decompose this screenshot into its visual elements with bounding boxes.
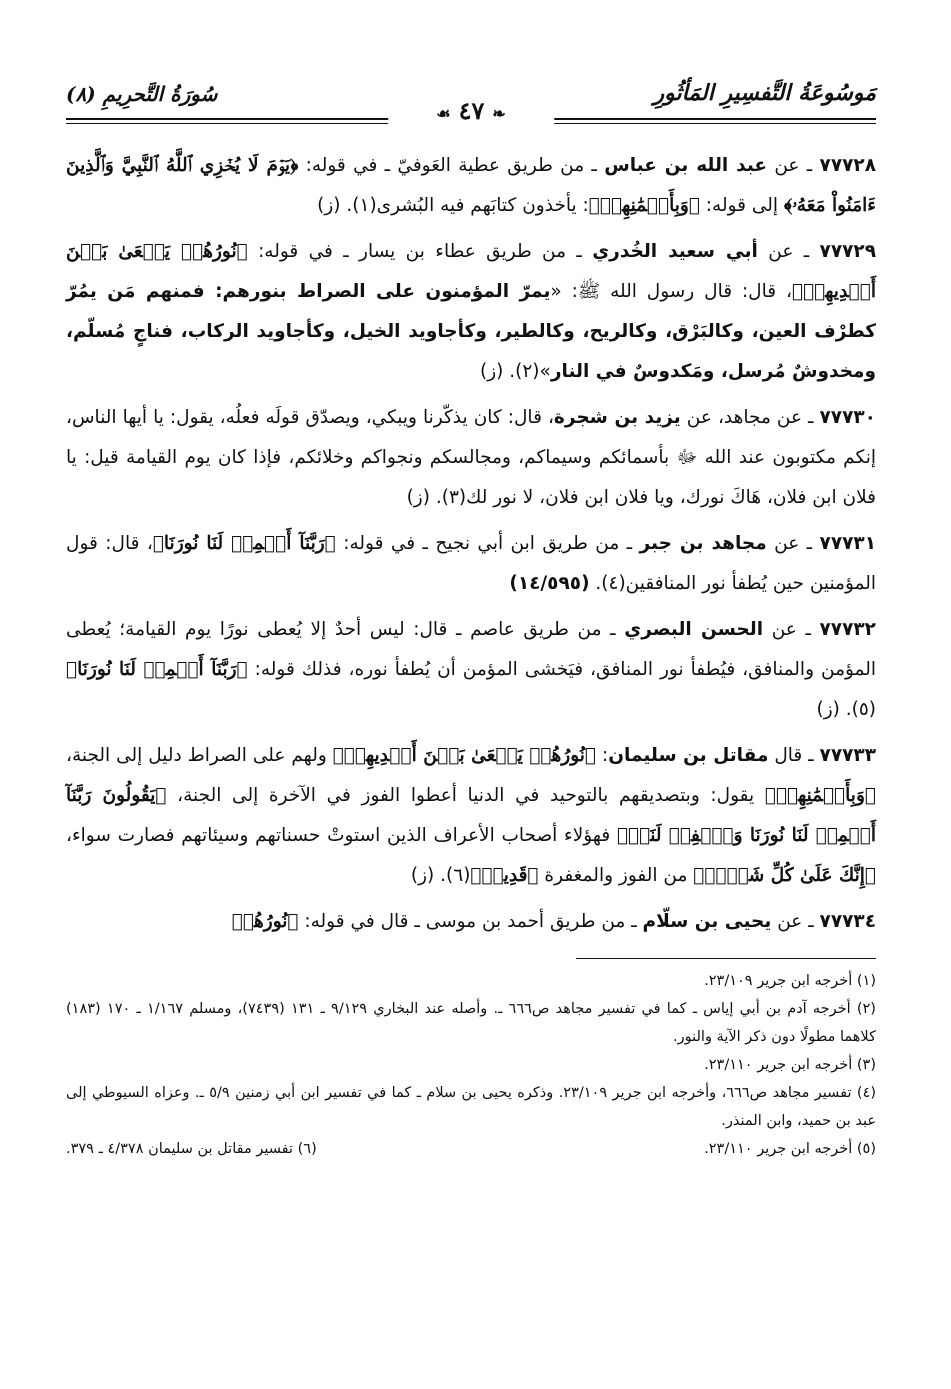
entry-text: ـ من طريق عاصم ـ قال: ليس أحدٌ إلا يُعطى نورًا يوم القيامة؛ يُعطى المؤمن والمنافق، فيُطفأ نور المنافق، فيَخشى المؤمن أن يُطفأ نوره، فذلك قوله: <box>66 619 877 680</box>
quran-quote: ﴿نُورُهُمۡ يَسۡعَىٰ بَيۡنَ أَيۡدِيهِمۡ﴾ <box>332 745 597 766</box>
entry-77728 <box>66 146 876 226</box>
quran-quote: ﴿رَبَّنَآ أَتۡمِمۡ لَنَا نُورَنَا﴾ <box>152 533 336 554</box>
entry-text: ـ من طريق أحمد بن موسى ـ قال في قوله: <box>298 911 643 932</box>
entry-text: »(٢). (ز) <box>480 361 551 382</box>
hadith-text: يمرّ المؤمنون على الصراط بنورهم: فمنهم مَن يمُرّ كطرْف العين، وكالبَرْق، وكالريح، وكالطير، وكأجاويد الخيل، وكأجاويد الركاب، فناجٍ مُسلّم، ومخدوشٌ مُرسل، ومَكدوسٌ في النار <box>66 281 876 382</box>
narrator-name: أبي سعيد الخُدري <box>592 241 758 262</box>
quran-quote: ﴿يَوۡمَ لَا يُخۡزِي ٱللَّهُ ٱلنَّبِيَّ وَٱلَّذِينَ ءَامَنُواْ مَعَهُۥ﴾ <box>66 155 876 216</box>
entry-text: : يأخذون كتابَهم فيه البُشرى(١). (ز) <box>317 195 589 216</box>
entry-text: ـ عن <box>763 619 820 640</box>
entry-text: ـ عن <box>767 155 820 176</box>
narrator-name: الحسن البصري <box>624 619 764 640</box>
entry-text: ـ من طريق عطية العَوفيّ ـ في قوله: <box>298 155 605 176</box>
entry-text: (٥). (ز) <box>816 699 876 720</box>
ornament-icon: ☙ <box>436 104 451 123</box>
narrator-name: يحيى بن سلّام <box>642 911 772 932</box>
entry-text: ـ قال <box>768 745 820 766</box>
entry-text: من الفوز والمغفرة <box>538 865 694 886</box>
entry-text: ولهم على الصراط دليل إلى الجنة، <box>66 745 333 766</box>
entry-number: ٧٧٧٣٣ <box>819 745 876 766</box>
ornament-icon: ❧ <box>492 104 506 123</box>
narrator-name: مجاهد بن جبر <box>639 533 767 554</box>
entry-text: ـ عن <box>766 533 820 554</box>
quran-quote: ﴿وَبِأَيۡمَٰنِهِمۡ﴾ <box>764 785 876 806</box>
footnote-3: (٣) أخرجه ابن جرير ٢٣/١١٠. <box>704 1057 876 1073</box>
narrator-name: مقاتل بن سليمان <box>608 745 769 766</box>
entry-text: ـ عن <box>757 241 820 262</box>
entry-77729 <box>66 232 876 392</box>
quran-quote: ﴿نُورُهُمۡ يَسۡعَىٰ بَيۡنَ أَيۡدِيهِمۡ﴾ <box>66 241 877 302</box>
footnote-4: (٤) تفسير مجاهد ص٦٦٦، وأخرجه ابن جرير ٢٣/١٠٩. وذكره يحيى بن سلام ـ كما في تفسير ابن أبي زمنين ٥/٩ ـ. وعزاه السيوطي إلى عبد بن حميد، وابن المنذر. <box>66 1085 877 1129</box>
entry-number: ٧٧٧٣٢ <box>819 619 876 640</box>
entry-77733 <box>66 736 876 896</box>
surah-title: سُورَةُ التَّحرِيمِ (٨) <box>66 82 218 106</box>
narrator-name: يزيد بن شجرة <box>553 407 681 428</box>
entry-text: ـ من طريق عطاء بن يسار ـ في قوله: <box>247 241 593 262</box>
page-number <box>388 96 554 125</box>
page-number-value: ٤٧ <box>458 96 485 125</box>
entry-number: ٧٧٧٣١ <box>819 533 876 554</box>
main-text <box>66 146 876 942</box>
page-header <box>66 70 876 132</box>
entry-text: ، قال: كان يذكّرنا ويبكي، ويصدّق قولَه فعلُه، يقول: يا أيها الناس، إنكم مكتوبون عند الله ﷻ بأسمائكم وسيماكم، ومجالسكم ونجواكم وخلائكم، فإذا كان يوم القيامة قيل: يا فلان ابن فلان، هَاكَ نورك، ويا فلان ابن فلان، لا نور لك(٣). (ز) <box>66 407 876 508</box>
entry-text: إلى قوله: <box>699 195 784 216</box>
entry-text: (٦). (ز) <box>410 865 471 886</box>
entry-77734 <box>66 902 876 942</box>
quran-quote: ﴿رَبَّنَآ أَتۡمِمۡ لَنَا نُورَنَا﴾ <box>66 659 248 680</box>
footnote-separator <box>576 958 876 959</box>
entry-number: ٧٧٧٢٩ <box>819 241 876 262</box>
entry-number: ٧٧٧٣٠ <box>819 407 876 428</box>
quran-quote: ﴿نُورُهُمۡ <box>231 911 299 932</box>
footnote-2: (٢) أخرجه آدم بن أبي إياس ـ كما في تفسير مجاهد ص٦٦٦ ـ. وأصله عند البخاري ٩/١٢٩ ـ ١٣١ (٧٤٣٩)، ومسلم ١/١٦٧ ـ ١٧٠ (١٨٣) كلاهما مطولًا دون ذكر الآية والنور. <box>66 1001 876 1045</box>
entry-text: ـ عن مجاهد، عن <box>680 407 820 428</box>
page <box>66 70 876 1163</box>
entry-text: ، قال: قول المؤمنين حين يُطفأ نور المنافقين(٤). <box>66 533 876 594</box>
quran-quote: ﴿قَدِيرٞ﴾ <box>470 865 539 886</box>
entry-77732 <box>66 610 876 730</box>
quran-quote: ﴿إِنَّكَ عَلَىٰ كُلِّ شَيۡءٖ﴾ <box>693 865 876 886</box>
entry-text: يقول: وبتصديقهم بالتوحيد في الدنيا أعطوا الفوز في الآخرة إلى الجنة، <box>166 785 765 806</box>
footnote-1: (١) أخرجه ابن جرير ٢٣/١٠٩. <box>704 973 876 989</box>
entry-text: ، قال: قال رسول الله ﷺ: « <box>550 281 792 302</box>
footnote-row <box>66 1135 876 1163</box>
entry-text: ـ عن <box>771 911 820 932</box>
entry-77731 <box>66 524 876 604</box>
quran-quote: ﴿وَبِأَيۡمَٰنِهِمۡ﴾ <box>588 195 700 216</box>
entry-77730 <box>66 398 876 518</box>
footnote-6: (٦) تفسير مقاتل بن سليمان ٤/٣٧٨ ـ ٣٧٩. <box>66 1141 317 1157</box>
quran-quote: ﴿يَقُولُونَ رَبَّنَآ أَتۡمِمۡ لَنَا نُورَنَا وَٱغۡفِرۡ لَنَآۖ﴾ <box>66 785 876 846</box>
entry-number: ٧٧٧٣٤ <box>819 911 876 932</box>
entry-text: : <box>596 745 609 766</box>
entry-text: ـ من طريق ابن أبي نجيح ـ في قوله: <box>335 533 640 554</box>
entry-number: ٧٧٧٢٨ <box>819 155 877 176</box>
footnote-5: (٥) أخرجه ابن جرير ٢٣/١١٠. <box>704 1141 876 1157</box>
entry-text: فهؤلاء أصحاب الأعراف الذين استوتْ حسناتهم وسيئاتهم فصارت سواء، <box>66 825 617 846</box>
narrator-name: عبد الله بن عباس <box>604 155 768 176</box>
book-title: مَوسُوعَةُ التَّفسِيرِ المَأثُورِ <box>653 80 876 106</box>
cross-reference: (١٤/٥٩٥) <box>509 573 590 594</box>
footnotes <box>66 967 876 1163</box>
